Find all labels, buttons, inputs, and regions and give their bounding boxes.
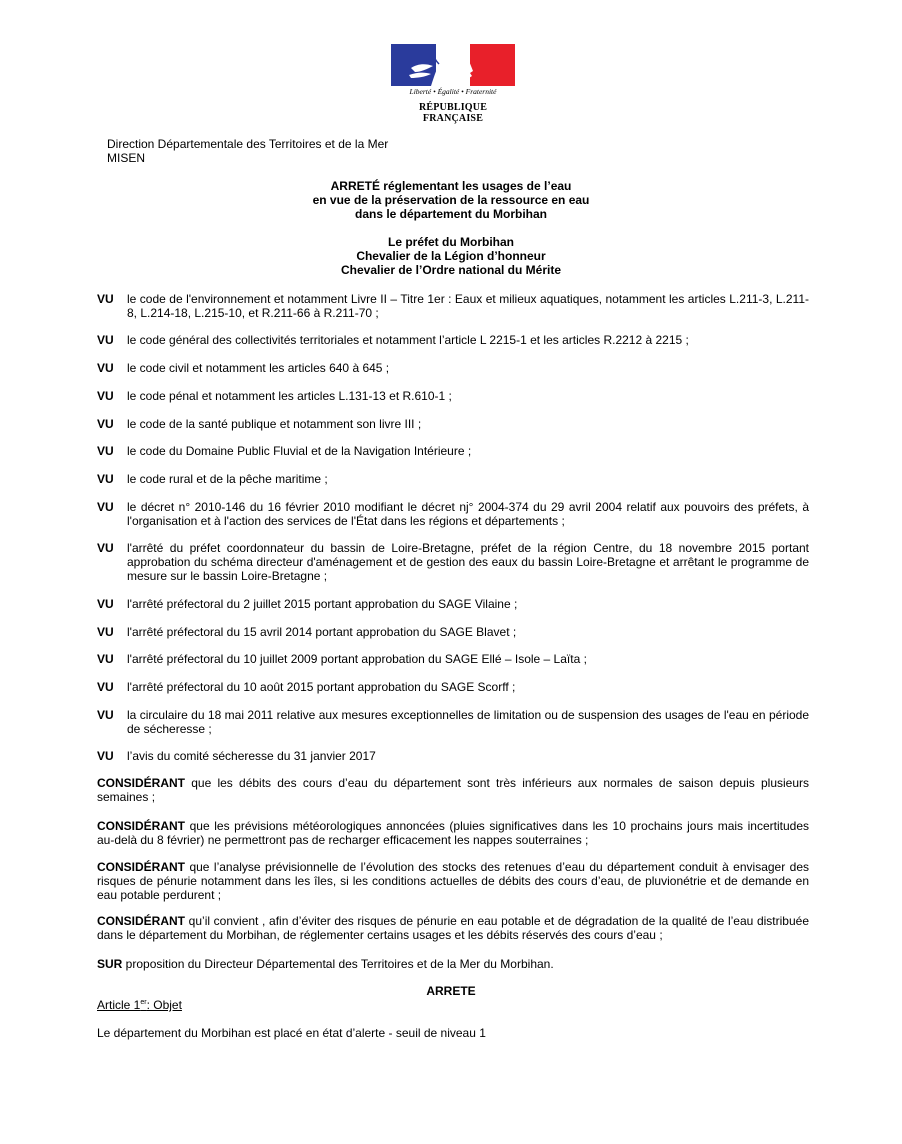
considerant-text: que l’analyse prévisionnelle de l’évolution des stocks des retenues d’eau du département conduit à envisager des risques de pénurie notamment dans les îles, si les conditions actuelles de débits des cours d’eau, de pluvionétrie et de demande en eau potable perdurent ; [97,860,809,902]
vu-item [97,625,809,639]
considerant-text: qu’il convient , afin d’éviter des risques de pénurie en eau potable et de dégradation de la qualité de l’eau distribuée dans le département du Morbihan, de réglementer certains usages et les débits réservés des cours d’eau ; [97,914,809,942]
sur-label: SUR [97,957,123,971]
vu-label: VU [97,652,114,666]
considerant-label: CONSIDÉRANT [97,819,186,833]
vu-text: l'arrêté préfectoral du 10 août 2015 portant approbation du SAGE Scorff ; [127,680,516,694]
vu-item [97,444,809,458]
vu-label: VU [97,333,114,347]
vu-text: le code pénal et notamment les articles L.131-13 et R.610-1 ; [127,389,452,403]
vu-item [97,333,809,347]
vu-label: VU [97,708,114,722]
vu-item [97,749,809,763]
vu-label: VU [97,541,114,555]
considerant-label: CONSIDÉRANT [97,914,186,928]
vu-text: l'arrêté préfectoral du 2 juillet 2015 portant approbation du SAGE Vilaine ; [127,597,518,611]
article-1-prefix: Article 1 [97,998,141,1012]
title-line-3: dans le département du Morbihan [354,207,548,221]
republic-motto: Liberté • Égalité • Fraternité [409,87,497,96]
title-line-1: ARRETÉ réglementant les usages de l’eau [330,179,572,193]
considerant-paragraph [97,914,809,942]
arrete-heading: ARRETE [426,984,476,998]
vu-label: VU [97,500,114,514]
sur-text: proposition du Directeur Départemental des Territoires et de la Mer du Morbihan. [122,957,554,971]
vu-text: le code de la santé publique et notamment son livre III ; [127,417,422,431]
article-1-text: Le département du Morbihan est placé en état d’alerte - seuil de niveau 1 [97,1026,486,1040]
vu-label: VU [97,472,114,486]
vu-label: VU [97,417,114,431]
issuing-authority [107,137,388,165]
considerant-paragraph [97,776,809,804]
sur-paragraph [97,957,809,971]
marianne-logo-icon [391,44,515,86]
vu-item [97,597,809,611]
vu-text: la circulaire du 18 mai 2011 relative aux mesures exceptionnelles de limitation ou de suspension des usages de l'eau en période de sécheresse ; [127,708,809,736]
considerant-text: que les prévisions météorologiques annoncées (pluies significatives dans les 10 prochains jours mais incertitudes au-delà du 8 février) ne permettront pas de recharger efficacement les nappes souterraines ; [97,819,809,847]
vu-item [97,652,809,666]
considerant-label: CONSIDÉRANT [97,776,186,790]
vu-label: VU [97,625,114,639]
considerant-paragraph [97,860,809,902]
considerant-paragraph [97,819,809,847]
vu-text: l'arrêté préfectoral du 10 juillet 2009 portant approbation du SAGE Ellé – Isole – Laïta ; [127,652,587,666]
vu-item [97,361,809,375]
vu-item [97,417,809,431]
vu-item [97,708,809,736]
article-1-heading [97,998,182,1012]
vu-text: l'arrêté du préfet coordonnateur du bassin de Loire-Bretagne, préfet de la région Centre, du 18 novembre 2015 portant approbation du schéma directeur d'aménagement et de gestion des eaux du bassin Loire-Bretagne et arrêtant le programme de mesure sur le bassin Loire-Bretagne ; [127,541,809,583]
vu-text: le code civil et notamment les articles 640 à 645 ; [127,361,390,375]
title-line-2: en vue de la préservation de la ressource en eau [312,193,590,207]
vu-item [97,680,809,694]
vu-label: VU [97,361,114,375]
vu-text: le décret n° 2010-146 du 16 février 2010 modifiant le décret nј° 2004-374 du 29 avril 2004 relatif aux pouvoirs des préfets, à l'organisation et à l'action des services de l'État dans les régions et départements ; [127,500,809,528]
prefet-block [0,235,902,277]
considerant-text: que les débits des cours d’eau du département sont très inférieurs aux normales de saison depuis plusieurs semaines ; [97,776,809,804]
vu-label: VU [97,597,114,611]
prefet-line-3: Chevalier de l’Ordre national du Mérite [340,263,562,277]
vu-label: VU [97,444,114,458]
prefet-line-2: Chevalier de la Légion d’honneur [356,249,546,263]
article-1-sup: er [140,999,147,1006]
vu-text: le code de l'environnement et notamment Livre II – Titre 1er : Eaux et milieux aquatiques, notamment les articles L.211-3, L.211-8, L.214-18, L.215-10, et R.211-66 à R.211-70 ; [127,292,809,320]
vu-text: le code rural et de la pêche maritime ; [127,472,328,486]
service-name: MISEN [107,151,146,165]
vu-text: le code du Domaine Public Fluvial et de la Navigation Intérieure ; [127,444,472,458]
article-1-suffix: : Objet [146,998,182,1012]
vu-label: VU [97,389,114,403]
vu-label: VU [97,680,114,694]
vu-item [97,292,809,320]
vu-label: VU [97,749,114,763]
republic-name: RÉPUBLIQUE FRANÇAISE [418,102,488,124]
direction-name: Direction Départementale des Territoires et de la Mer [107,137,389,151]
vu-item [97,500,809,528]
document-title [0,179,902,221]
prefet-line-1: Le préfet du Morbihan [388,235,514,249]
vu-label: VU [97,292,114,306]
vu-item [97,389,809,403]
vu-text: l'arrêté préfectoral du 15 avril 2014 portant approbation du SAGE Blavet ; [127,625,517,639]
vu-text: le code général des collectivités territoriales et notamment l’article L 2215-1 et les articles R.2212 à 2215 ; [127,333,689,347]
vu-item [97,472,809,486]
vu-item [97,541,809,583]
considerant-label: CONSIDÉRANT [97,860,186,874]
vu-text: l’avis du comité sécheresse du 31 janvier 2017 [127,749,376,763]
republique-francaise-logo [388,40,518,124]
